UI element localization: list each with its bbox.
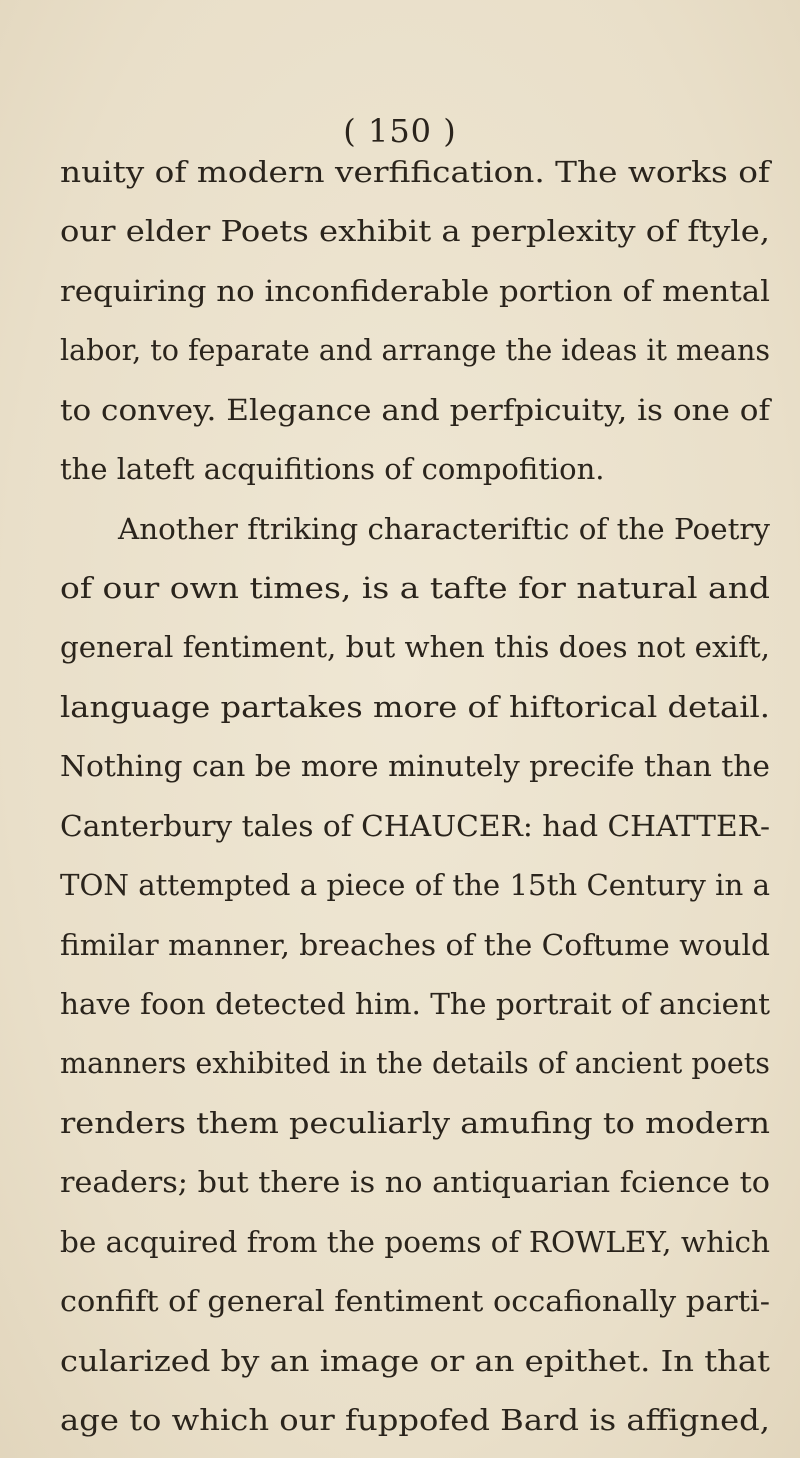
text-line: be acquired from the poems of ROWLEY, which	[60, 1225, 770, 1259]
text-line: Nothing can be more minutely precife than the	[60, 749, 770, 783]
text-line: Another ftriking characteriftic of the Poetry	[118, 512, 771, 546]
text-line: to convey. Elegance and perfpicuity, is one of	[60, 393, 770, 427]
text-line: age to which our fuppofed Bard is affigned,	[60, 1403, 771, 1437]
text-line: manners exhibited in the details of ancient poets	[60, 1046, 771, 1080]
text-line: readers; but there is no antiquarian fcience to	[60, 1165, 770, 1199]
text-line: general fentiment, but when this does not exift,	[60, 630, 770, 664]
text-line: TON attempted a piece of the 15th Century in a	[60, 868, 770, 902]
text-line: renders them peculiarly amufing to modern	[60, 1106, 771, 1140]
text-line: fimilar manner, breaches of the Coftume would	[60, 928, 770, 962]
text-line: Canterbury tales of CHAUCER: had CHATTER-	[60, 809, 770, 843]
text-line: our elder Poets exhibit a perplexity of ftyle,	[60, 214, 771, 248]
text-line: labor, to feparate and arrange the ideas it means	[60, 333, 771, 367]
text-line: language partakes more of hiftorical detail.	[60, 690, 771, 724]
text-line: confift of general fentiment occafionally parti-	[60, 1284, 771, 1318]
text-line: the lateft acquifitions of compofition.	[60, 452, 605, 486]
text-line: nuity of modern verfification. The works of	[60, 155, 771, 189]
text-line: cularized by an image or an epithet. In that	[60, 1344, 770, 1378]
text-line: of our own times, is a tafte for natural and	[60, 571, 771, 605]
text-line: requiring no inconfiderable portion of mental	[60, 274, 770, 308]
text-line: have foon detected him. The portrait of ancient	[60, 987, 771, 1021]
page-number: ( 150 )	[343, 112, 457, 150]
